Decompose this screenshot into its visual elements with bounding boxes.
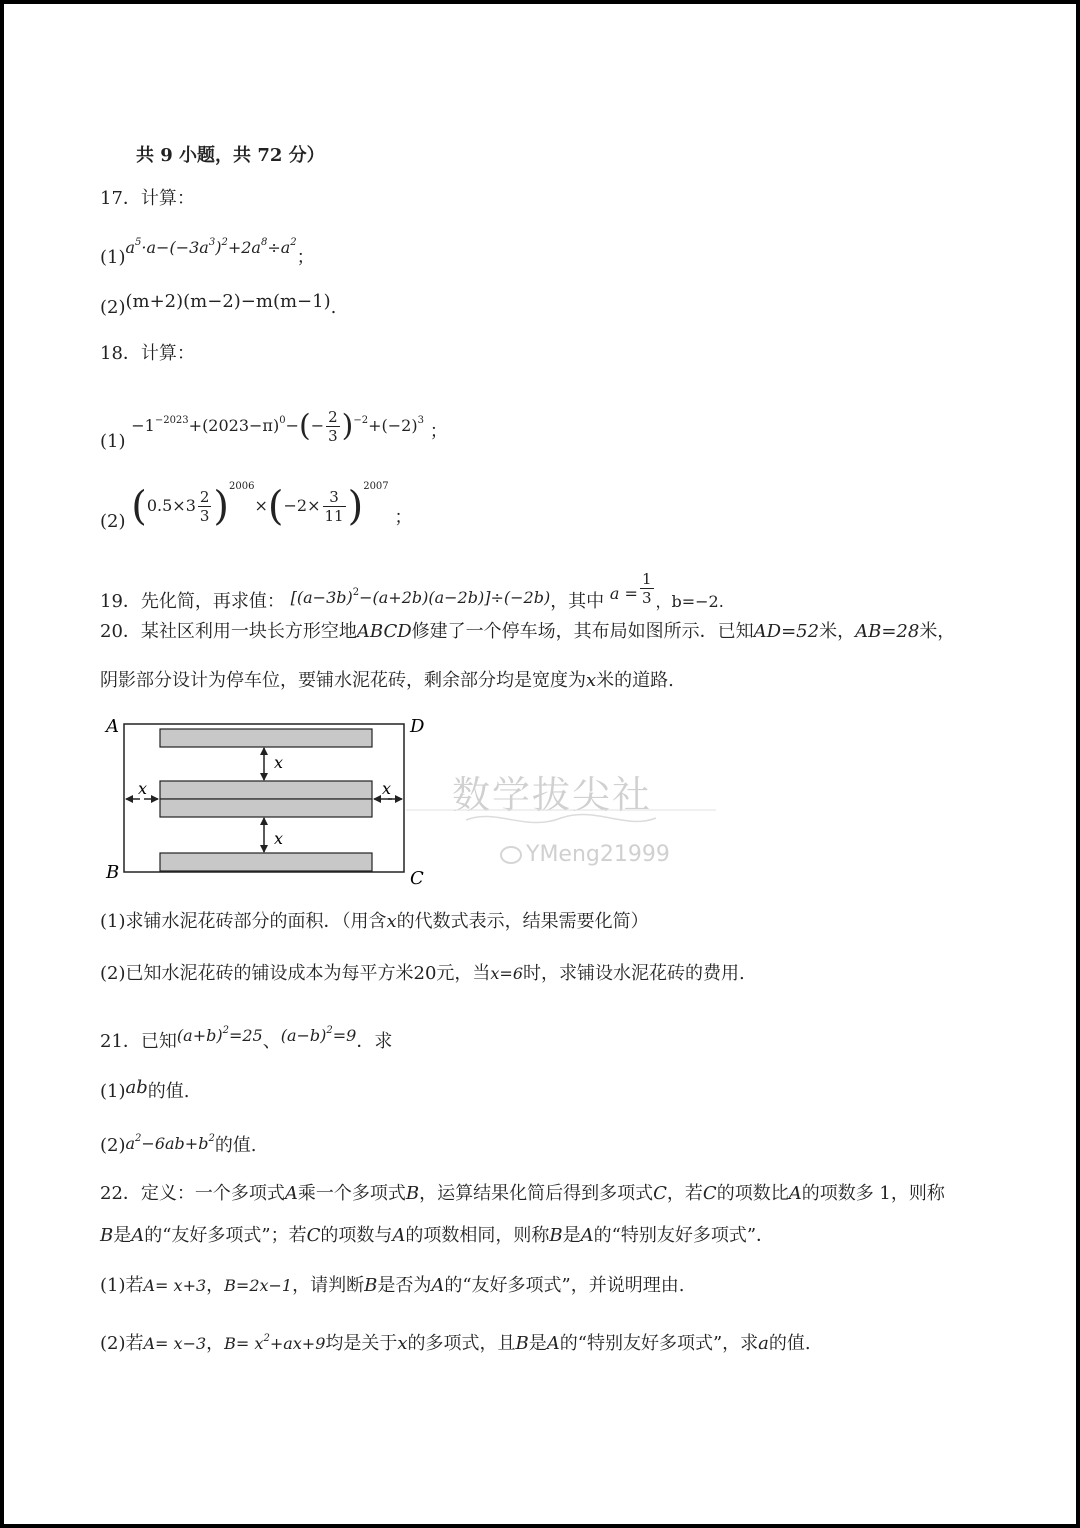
q21-part2: $(2)a^2-6ab+b^2$的值. xyxy=(100,1133,257,1156)
label-C: C xyxy=(410,868,424,889)
watermark-id: YMeng21999 xyxy=(500,842,670,867)
q20-line1: 20．某社区利用一块长方形空地ABCD修建了一个停车场，其布局如图所示．已知AD=52米，AB=28米， xyxy=(100,621,956,642)
parking-figure xyxy=(100,712,440,892)
q17-part2: (2)(m+2)(m−2)−m(m−1). xyxy=(100,291,337,318)
exam-page xyxy=(4,4,1076,1524)
part-label: (2) xyxy=(100,297,126,318)
parking-row-middle-upper xyxy=(160,781,372,799)
q22-p2-B: $B= x^2+ax+9$ xyxy=(224,1333,326,1353)
q21-expr2: $(a-b)^2=9$ xyxy=(280,1025,357,1045)
q22-part2: (2)若A= x−3，$B= x^2+ax+9$均是关于x的多项式，且B是A的“特别友好多项式”，求a的值. xyxy=(100,1333,811,1354)
q22-part1: (1)若A= x+3，B=2x−1，请判断B是否为A的“友好多项式”，并说明理由. xyxy=(100,1275,685,1296)
q18-part1: $(1) -1^{-2023}+(2023-\pi)^0-(-$ $\frac{2}{3}$ )$^{-2}+(-2)^3$ ； xyxy=(100,408,448,452)
label-x-top: x xyxy=(274,753,284,772)
q20-part1: (1)求铺水泥花砖部分的面积．（用含x的代数式表示，结果需要化简） xyxy=(100,911,649,932)
label-x-left: x xyxy=(138,779,148,798)
q22-line1: 22．定义：一个多项式A乘一个多项式B，运算结果化简后得到多项式C，若C的项数比A的项数多 1，则称 xyxy=(100,1183,945,1204)
q20-part2: (2)已知水泥花砖的铺设成本为每平方米20元，当x=6时，求铺设水泥花砖的费用. xyxy=(100,963,745,984)
section-title: 共 9 小题，共 72 分） xyxy=(136,145,325,166)
q21-line: 21．已知$(a+b)^2=25$、$(a-b)^2=9$．求 xyxy=(100,1025,393,1052)
q21-expr1: $(a+b)^2=25$ xyxy=(176,1025,263,1045)
q17-title: 17．计算： xyxy=(100,188,195,209)
q18-p2-expr: (0.5×3 $\frac{2}{3}$ )$^{2006}$×(−2× $\frac{3}{11}$ )$^{2007}$ xyxy=(131,481,389,530)
watermark-ornament xyxy=(406,804,716,834)
wechat-icon xyxy=(500,846,522,864)
q21-part1: (1)ab的值. xyxy=(100,1077,190,1102)
q21-p2-expr: $a^2-6ab+b^2$ xyxy=(125,1133,215,1153)
label-D: D xyxy=(410,716,425,737)
part-label: (1) xyxy=(100,247,126,268)
watermark-title: 数学拔尖社 xyxy=(452,773,653,817)
q19-expr: $[(a-3b)^2-(a+2b)(a-2b)]\div(-2b)$ xyxy=(290,587,551,607)
q17-p1-expr: $a^5\cdot a-(-3a^3)^2+2a^8\div a^2$ xyxy=(125,237,297,257)
q19-line: 19．先化简，再求值： $[(a-3b)^2-(a+2b)(a-2b)]\div(-2b)$，其中 a = $\frac{1}{3}$ ，b=−2. xyxy=(100,570,724,612)
parking-row-top xyxy=(160,729,372,747)
q20-line2: 阴影部分设计为停车位，要铺水泥花砖，剩余部分均是宽度为x米的道路. xyxy=(100,670,674,691)
q18-part2: (2) (0.5×3 $\frac{2}{3}$ )$^{2006}$×(−2× $\frac{3}{11}$ )$^{2007}$ ； xyxy=(100,481,413,532)
parking-row-middle-lower xyxy=(160,799,372,817)
q18-p1-expr: $-1^{-2023}+(2023-\pi)^0-(-$ $\frac{2}{3}$ )$^{-2}+(-2)^3$ xyxy=(131,408,424,445)
q22-line2: B是A的“友好多项式”；若C的项数与A的项数相同，则称B是A的“特别友好多项式”． xyxy=(100,1225,775,1246)
label-B: B xyxy=(106,862,120,883)
q17-p2-expr: (m+2)(m−2)−m(m−1) xyxy=(125,291,331,312)
q18-title: 18．计算： xyxy=(100,343,195,364)
q17-part1: $(1)a^5\cdot a-(-3a^3)^2+2a^8\div a^2$； xyxy=(100,237,315,268)
label-x-bottom: x xyxy=(274,829,284,848)
label-A: A xyxy=(106,716,119,737)
parking-row-bottom xyxy=(160,853,372,871)
label-x-right: x xyxy=(382,779,392,798)
